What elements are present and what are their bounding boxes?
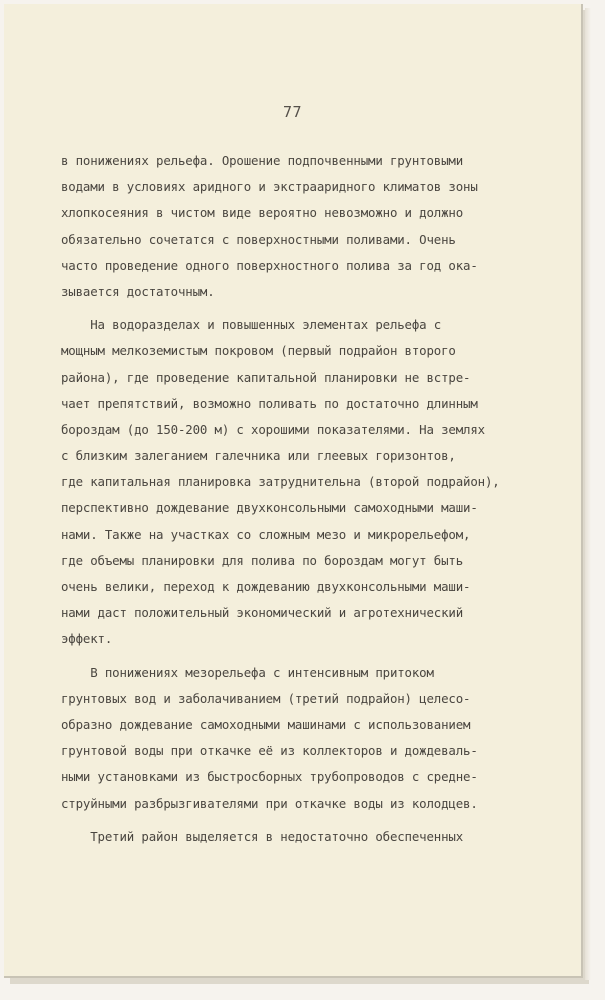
text-line: нами. Также на участках со сложным мезо и микрорельефом, (61, 526, 471, 542)
text-line: чает препятствий, возможно поливать по достаточно длинным (61, 395, 478, 411)
text-line: На водоразделах и повышенных элементах рельефа с (61, 317, 442, 333)
text-line: зывается достаточным. (61, 283, 215, 299)
paragraph-3 (61, 660, 521, 817)
text-line: нами даст положительный экономический и агротехнический (61, 605, 464, 621)
text-line: часто проведение одного поверхностного полива за год ока- (61, 257, 478, 273)
text-line: эффект. (61, 631, 113, 647)
page-number: 77 (283, 103, 303, 121)
text-line: обязательно сочетатся с поверхностными поливами. Очень (61, 231, 456, 247)
text-line: струйными разбрызгивателями при откачке воды из колодцев. (61, 795, 478, 811)
text-line: с близким залеганием галечника или глеевых горизонтов, (61, 448, 456, 464)
text-line: очень велики, переход к дождеванию двухконсольными маши- (61, 579, 471, 594)
body-text (61, 148, 521, 850)
text-line: грунтовой воды при откачке её из коллекторов и дождеваль- (61, 743, 478, 759)
text-line: Третий район выделяется в недостаточно обеспеченных (61, 828, 464, 844)
text-line: где капитальная планировка затруднительна (второй подрайон), (61, 474, 500, 490)
text-line: бороздам (до 150-200 м) с хорошими показателями. На землях (61, 421, 485, 437)
text-line: хлопкосеяния в чистом виде вероятно невозможно и должно (61, 205, 464, 221)
text-line: В понижениях мезорельефа с интенсивным притоком (61, 664, 434, 680)
paragraph-1 (61, 148, 521, 305)
text-line: водами в условиях аридного и экстрааридного климатов зоны (61, 179, 478, 195)
text-line: мощным мелкоземистым покровом (первый подрайон второго (61, 343, 456, 359)
text-line: грунтовых вод и заболачиванием (третий подрайон) целесо- (61, 690, 471, 706)
text-line: перспективно дождевание двухконсольными самоходными маши- (61, 500, 478, 516)
text-line: района), где проведение капитальной планировки не встре- (61, 369, 471, 385)
text-line: в понижениях рельефа. Орошение подпочвенными грунтовыми (61, 153, 464, 168)
paragraph-4 (61, 824, 521, 850)
text-line: ными установками из быстросборных трубопроводов с средне- (61, 769, 478, 785)
paragraph-2 (61, 312, 521, 652)
scan-edge (585, 8, 591, 980)
text-line: образно дождевание самоходными машинами с использованием (61, 716, 471, 732)
text-line: где объемы планировки для полива по бороздам могут быть (61, 552, 464, 568)
